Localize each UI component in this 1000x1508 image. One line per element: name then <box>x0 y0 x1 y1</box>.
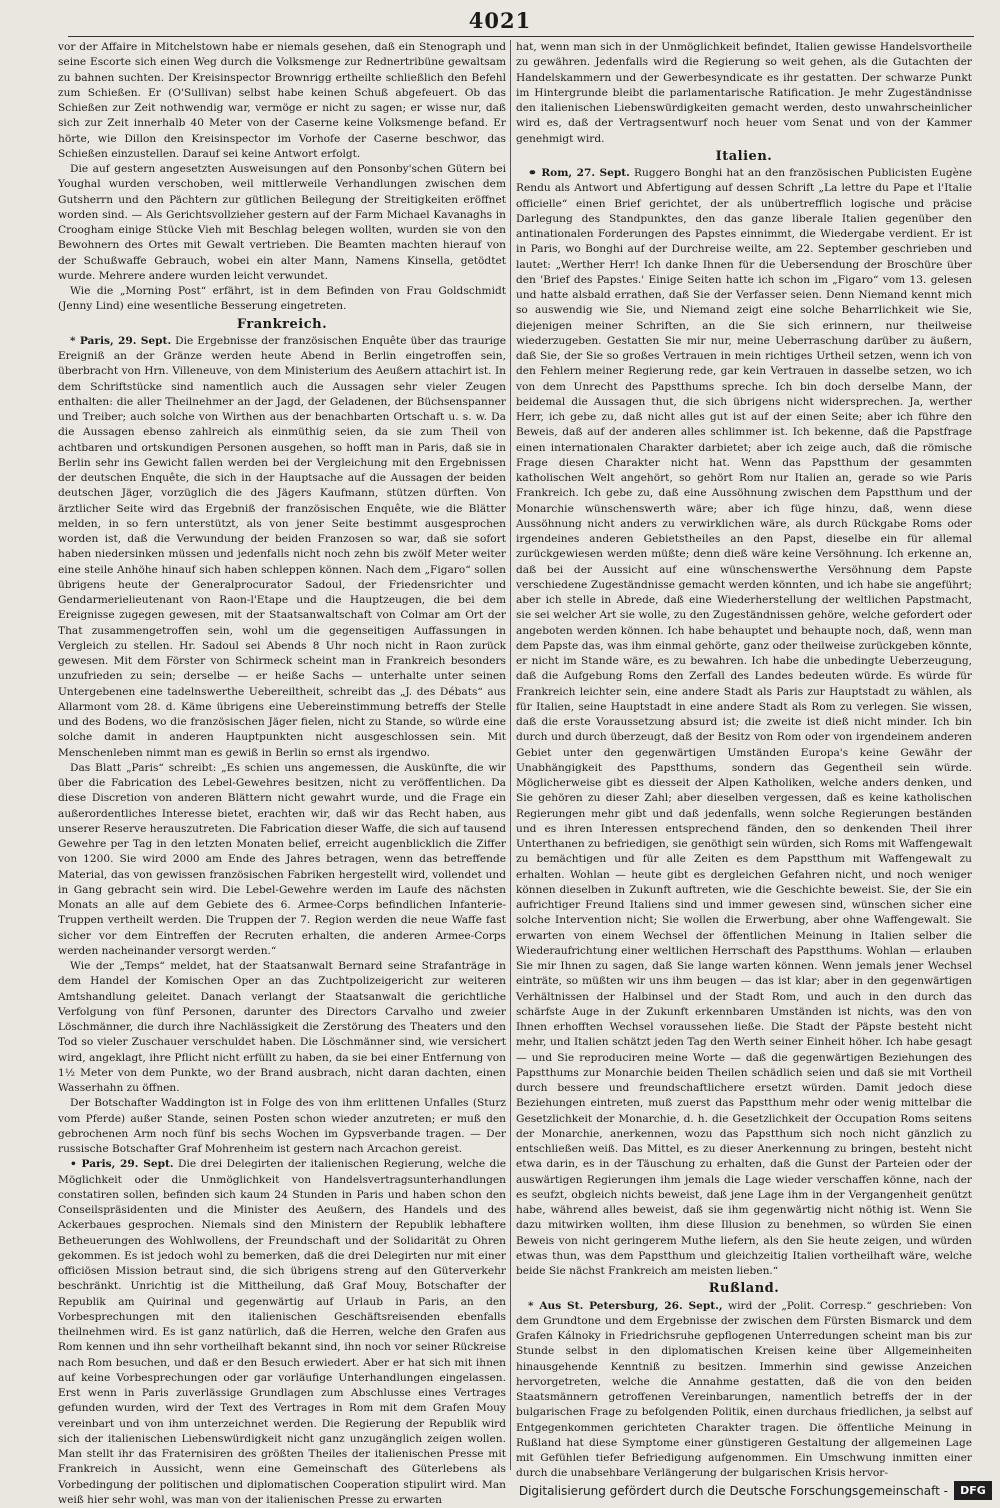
right-column <box>516 40 973 1480</box>
paragraph <box>58 334 506 761</box>
left-column <box>58 40 507 1506</box>
page-number: 4021 <box>468 8 532 33</box>
dateline: ⚭ Rom, 27. Sept. <box>528 167 630 179</box>
header-rule <box>68 36 974 37</box>
paragraph-text: wird der „Polit. Corresp.“ geschrieben: Von dem Grundtone und dem Ergebnisse der zwischen dem Fürsten Bismarck und dem Grafen Kálnoky in Friedrichsruhe gepflogenen Unterredungen scheint man bis zur Stunde selbst in den diplomatischen Kreisen keine über Allgemeinheiten hinausgehende Kenntniß zu besitzen. Immerhin sind gewisse Anzeichen hervorgetreten, welche die Annahme gestatten, daß die von den beiden Staatsmännern getroffenen Vereinbarungen, namentlich betreffs der in der bulgarischen Frage zu befolgenden Politik, einen durchaus friedlichen, ja selbst auf Entgegenkommen gerichteten Charakter tragen. Die öffentliche Meinung in Rußland hat diese Symptome einer günstigeren Gestaltung der allgemeinen Lage mit Gefühlen tiefer Befriedigung aufgenommen. Ein Umschwung inmitten einer durch die unabsehbare Verlängerung der bulgarischen Krisis hervor- <box>516 1299 973 1480</box>
footer <box>0 1478 1000 1506</box>
dfg-logo: DFG <box>954 1481 992 1500</box>
dateline: • Paris, 29. Sept. <box>70 1158 174 1171</box>
digitization-credit: Digitalisierung gefördert durch die Deutsche Forschungsgemeinschaft - <box>518 1484 948 1498</box>
paragraph: vor der Affaire in Mitchelstown habe er niemals gesehen, daß ein Stenograph und seine Escorte sich einen Weg durch die Volksmenge zur Rednertribüne gewaltsam zu bahnen suchten. Der Kreisinspector Brownrigg ertheilte schließlich den Befehl zum Schießen. Er (O'Sullivan) selbst habe keinen Schuß abgefeuert. Ob das Schießen zur Zeit nothwendig war, vermöge er nicht zu sagen; er wisse nur, daß sich zur Zeit innerhalb 40 Meter von der Caserne keine Volksmenge befand. Er hörte, wie Dillon den Kreisinspector im Vorhofe der Caserne beschwor, das Schießen einzustellen. Darauf sei keine Antwort erfolgt. <box>58 41 506 160</box>
paragraph: Der Botschafter Waddington ist in Folge des von ihm erlittenen Unfalles (Sturz vom Pferde) außer Stande, seinen Posten schon wieder anzutreten; er muß den gebrochenen Arm noch fünf bis sechs Wochen im Gypsverbande tragen. — Der russische Botschafter Graf Mohrenheim ist gestern nach Arcachon gereist. <box>58 1097 506 1155</box>
paragraph: hat, wenn man sich in der Unmöglichkeit befindet, Italien gewisse Handelsvortheile zu gewähren. Jedenfalls wird die Regierung so weit gehen, als die Gutachten der Handelskammern und der Gewerbesyndicate es ihr gestatten. Der schwarze Punkt im Hintergrunde bleibt die parlamentarische Ratification. Je mehr Zugeständnisse den italienischen Liebenswürdigkeiten gemacht werden, desto unwahrscheinlicher wird es, daß der Vertragsentwurf noch heuer vom Senat und von der Kammer genehmigt wird. <box>516 41 972 145</box>
paragraph-text: Die Ergebnisse der französischen Enquête über das traurige Ereigniß an der Gränze werden heute Abend in Berlin eingetroffen sein, überbracht von Hrn. Villeneuve, von dem Ministerium des Aeußern attachirt ist. In dem Schriftstücke sind namentlich auch die Aussagen sehr vieler Zeugen enthalten: die aller Theilnehmer an der Jagd, der Geladenen, der Büchsenspanner und Treiber; auch solche von Wirthen aus der benachbarten Ortschaft u. s. w. Da die Aussagen ebenso zahlreich als einmüthig seien, da sie zum Theil von achtbaren und ortskundigen Personen ausgehen, so hofft man in Paris, daß sie in Berlin sehr ins Gewicht fallen werden bei der Vergleichung mit den Ergebnissen der deutschen Enquête, die sich in der Hauptsache auf die Aussagen der beiden deutschen Jäger, vorzüglich die des Jägers Kaufmann, stützen dürften. Von ärztlicher Seite wird das Ergebniß der französischen Enquête, wie die Blätter melden, in so fern unterstützt, als von jener Seite bestimmt ausgesprochen worden ist, daß die Verwundung der beiden Franzosen so war, daß sie sofort haben niedersinken müssen und jedenfalls nicht noch zehn bis zwölf Meter weiter eine steile Anhöhe hinauf sich haben schleppen können. Nach dem „Figaro“ sollen übrigens heute der Generalprocurator Sadoul, der Friedensrichter und Gendarmerielieutenant von Raon-l'Etape und die Hauptzeugen, die bei dem Ereignisse zugegen gewesen, mit der Staatsanwaltschaft von Colmar am Ort der That zusammengetroffen sein, wohl um die gegenseitigen Auffassungen in Vergleich zu stellen. Hr. Sadoul sei Abends 8 Uhr noch nicht in Raon zurück gewesen. Mit dem Förster von Schirmeck scheint man in Frankreich besonders unzufrieden zu sein; derselbe — er heiße Sachs — unterhalte unter seinen Untergebenen eine tadelnswerthe Uebereiltheit, schreibt das „J. des Débats“ aus Allarmont vom 28. d. Käme übrigens eine Uebereinstimmung betreffs der Stelle und des Bodens, wo die französischen Jäger fielen, nicht zu Stande, so würde eine solche damit in anderen Hauptpunkten nicht ausgeschlossen sein. Mit Menschenleben nimmt man es gewiß in Berlin so ernst als irgendwo. <box>58 334 507 759</box>
paragraph: Das Blatt „Paris“ schreibt: „Es schien uns angemessen, die Auskünfte, die wir über die Fabrication des Lebel-Gewehres besitzen, nicht zu veröffentlichen. Da diese Discretion von anderen Blättern nicht gewahrt wurde, und die Frage ein außerordentliches Interesse bietet, erachten wir, daß wir das Recht haben, aus unserer Reserve herauszutreten. Die Fabrication dieser Waffe, die sich auf tausend Gewehre per Tag in den letzten Monaten belief, erreicht augenblicklich die Ziffer von 1200. Sie wird 2000 am Ende des Jahres betragen, wenn das betreffende Material, das von gewissen französischen Fabriken hergestellt wird, vollendet und in Gang gebracht sein wird. Die Lebel-Gewehre werden im Laufe des nächsten Monats an alle auf dem Gebiete des 6. Armee-Corps befindlichen Infanterie-Truppen vertheilt werden. Die Truppen der 7. Region werden die neue Waffe fast sicher vor dem Eintreffen der Recruten erhalten, die anderen Armee-Corps werden nacheinander versorgt werden.“ <box>58 761 507 957</box>
paragraph: Wie die „Morning Post“ erfährt, ist in dem Befinden von Frau Goldschmidt (Jenny Lind) eine wesentliche Besserung eingetreten. <box>58 285 506 313</box>
dateline: * Aus St. Petersburg, 26. Sept., <box>528 1299 723 1312</box>
paragraph <box>516 166 972 1279</box>
paragraph <box>516 1299 972 1482</box>
section-heading-italien: Italien. <box>715 148 773 164</box>
paragraph-text: Ruggero Bonghi hat an den französischen Publicisten Eugène Rendu als Antwort und Abfertigung auf dessen Schrift „La lettre du Pape et l'Italie officielle“ einen Brief gerichtet, der als unübertrefflich logische und präcise Darlegung des Standpunktes, den das ganze liberale Italien gegenüber den antinationalen Forderungen des Papstes einnimmt, die Wiedergabe verdient. Er ist in Paris, wo Bonghi auf der Durchreise weilte, am 22. September geschrieben und lautet: „Werther Herr! Ich danke Ihnen für die Uebersendung der Broschüre über den 'Brief des Papstes.' Einige Seiten hatte ich schon im „Figaro“ vom 13. gelesen und hatte alsbald errathen, daß Sie der Verfasser seien. Denn Niemand kennt mich so auswendig wie Sie, und Niemand zeigt eine solche Beharrlichkeit wie Sie, diejenigen meiner Schriften, an die Sie sich erinnern, nur theilweise wiederzugeben. Gestatten Sie mir nur, meine Ueberraschung darüber zu äußern, daß Sie, der Sie so großes Vertrauen in mein richtiges Urtheil setzen, wenn ich von den Fehlern meiner Regierung rede, gar kein Vertrauen in dasselbe setzen, wo ich von dem Unrecht des Papstthums spreche. Ich bin doch derselbe Mann, der beidemal die Aussagen thut, die sich übrigens nicht widersprechen. Ja, werther Herr, ich gebe zu, daß nicht alles gut ist auf der einen Seite; aber ich führe den Beweis, daß auf der anderen alles schlimmer ist. Ich bekenne, daß die Papstfrage einen internationalen Charakter darbietet; aber ich zeige auch, daß die römische Frage diesen Charakter nicht hat. Wenn das Papstthum der gesammten katholischen Welt angehört, so gehört Rom nur Italien an, gerade so wie Paris Frankreich. Ich gebe zu, daß eine Aussöhnung zwischen dem Papstthum und der Monarchie wünschenswerth wäre; aber ich füge hinzu, daß, wenn diese Aussöhnung nicht anders zu verwirklichen wäre, als durch Rückgabe Roms oder irgendeines anderen Gebietstheiles an den Papst, dieselbe ein für allemal zurückgewiesen werden müßte; denn dieß wäre keine Versöhnung. Ich erkenne an, daß bei der Aussicht auf eine wünschenswerthe Versöhnung dem Papste verschiedene Zugeständnisse gemacht werden könnten, und ich habe sie angeführt; aber ich stelle in Abrede, daß eine Wiederherstellung der weltlichen Papstmacht, sie sei welcher Art sie wolle, zu den Zugeständnissen gehöre, welche gefordert oder angeboten werden können. Ich habe behauptet und behaupte noch, daß, wenn man dem Papste das, was ihm einmal gehörte, ganz oder theilweise zurückgeben könnte, er nicht im Stande wäre, es zu bewahren. Ich habe die unbedingte Ueberzeugung, daß die Aufgebung Roms den Zerfall des Landes bedeuten würde. Es würde für Frankreich leichter sein, eine andere Stadt als Paris zur Hauptstadt zu wählen, als für Italien, seine Hauptstadt in eine andere Stadt als Rom zu verlegen. Sie wissen, daß die erste Voraussetzung absurd ist; die zweite ist dieß nicht minder. Ich bin durch und durch überzeugt, daß der Besitz von Rom oder von irgendeinem anderen Gebiet unter den gegenwärtigen Umständen Europa's keine Gewähr der Unabhängigkeit des Papstthums, sondern das Gegentheil sein würde. Möglicherweise gibt es diesseit der Alpen Katholiken, welche anders denken, und Sie gehören zu dieser Zahl; aber dieselben vergessen, daß es keine katholischen Regierungen mehr gibt und daß jedenfalls, wenn solche Regierungen beständen und es ihren Interessen entsprechend fänden, den so denkenden Theil ihrer Unterthanen zu befriedigen, sie genöthigt sein würden, sich Roms mit Waffengewalt zu bemächtigen und für alle Zeiten es dem Papstthum mit Waffengewalt zu erhalten. Wohlan — heute gibt es dergleichen Gefahren nicht, und noch weniger können dieselben in Zukunft auftreten, wie die Geschichte beweist. Sie, der Sie ein aufrichtiger Freund Italiens sind und immer gewesen sind, wünschen sicher eine solche Intervention nicht; Sie wollen die Erwerbung, aber ohne Waffengewalt. Sie erwarten von einem Wechsel der öffentlichen Meinung in Italien selber die Wiederaufrichtung einer weltlichen Herrschaft des Papstthums. Wohlan — erlauben Sie mir Ihnen zu sagen, daß Sie lange warten können. Wenn jemals jener Wechsel einträte, so müßten wir uns ihm beugen — das ist klar; aber in den gegenwärtigen Verhältnissen der Halbinsel und der Stadt Rom, und auch in den durch das schärfste Auge in der Zukunft erkennbaren Umständen ist nichts, was den von Ihnen erhofften Wechsel voraussehen ließe. Die Stadt der Päpste besteht nicht mehr, und Italien schätzt jeden Tag den Werth seiner Einheit höher. Ich habe gesagt — und Sie reproduciren meine Worte — daß die gegenwärtigen Beziehungen des Papstthums zur Monarchie beiden Theilen schädlich seien und daß sie mit Vortheil durch bessere und freundschaftlichere ersetzt würden. Damit jedoch diese Beziehungen eintreten, muß zuerst das Papstthum mehr oder wenig mittelbar die Gesetzlichkeit der Monarchie, d. h. die Gesetzlichkeit der Occupation Roms seitens der Monarchie, anerkennen, wozu das Papstthum sich noch nicht gänzlich zu entschließen weiß. Das Mittel, es zu dieser Anerkennung zu bringen, besteht nicht etwa darin, es in der Täuschung zu erhalten, daß die Gunst der Parteien oder der auswärtigen Regierungen ihm jemals die Lage wieder verschaffen könne, nach der es seufzt, obgleich nichts beweist, daß jene Lage ihm in der Vergangenheit genützt habe, während alles beweist, daß sie ihm gegenwärtig nicht nöthig ist. Wenn Sie dazu mitwirken wollten, ihm diese Illusion zu benehmen, so würden Sie einen Beweis von nicht geringerem Muthe liefern, als den Sie heute zeigen, und würden etwas thun, was dem Papstthum und gleichzeitig Italien vortheilhaft wäre, welche beide Sie nächst Frankreich am meisten lieben.“ <box>516 167 972 1277</box>
paragraph: Die auf gestern angesetzten Ausweisungen auf den Ponsonby'schen Gütern bei Youghal wurden verschoben, weil mittlerweile Verhandlungen zwischen dem Gutsherrn und den Pächtern zur gütlichen Beilegung der Streitigkeiten eröffnet worden sind. — Als Gerichtsvollzieher gestern auf der Farm Michael Kavanaghs in Croogham einige Stücke Vieh mit Beschlag belegen wollten, wurden sie von den Bewohnern des Ortes mit Gewalt vertrieben. Die Beamten machten hierauf von der Schußwaffe Gebrauch, wobei ein alter Mann, Namens Kinsella, getödtet wurde. Mehrere andere wurden leicht verwundet. <box>58 163 506 282</box>
section-heading-frankreich: Frankreich. <box>236 316 328 332</box>
column-divider <box>510 40 511 1470</box>
dateline: * Paris, 29. Sept. <box>70 334 172 347</box>
paragraph-text: Die drei Delegirten der italienischen Regierung, welche die Möglichkeit oder die Unmöglichkeit von Handelsvertragsunterhandlungen constatiren sollen, befinden sich kaum 24 Stunden in Paris und haben schon den Conseilspräsidenten und die Minister des Aeußern, des Handels und des Ackerbaues gesprochen. Niemals sind den Ministern der Republik lebhaftere Betheuerungen des Wohlwollens, der Freundschaft und der Solidarität zu Ohren gekommen. Es ist jedoch wohl zu bemerken, daß die drei Delegirten nur mit einer officiösen Mission betraut sind, die sich übrigens streng auf den Güterverkehr beschränkt. Unrichtig ist die Mittheilung, daß Graf Mouy, Botschafter der Republik am Quirinal und gegenwärtig auf Urlaub in Paris, an den Vorbesprechungen mit den italienischen Geschäftsreisenden ebenfalls theilnehmen wird. Es ist ganz natürlich, daß die Herren, welche den Grafen aus Rom kennen und ihn sehr vortheilhaft bekannt sind, ihn noch vor seiner Rückreise nach Rom besuchen, und daß er den Besuch erwiedert. Aber er hat sich mit ihnen auf keine Vorbesprechungen oder gar vorläufige Unterhandlungen eingelassen. Erst wenn in Paris zuverlässige Grundlagen zum Abschlusse eines Vertrages gefunden wurden, wird der Text des Vertrages in Rom mit dem Grafen Mouy vereinbart und von ihm unterzeichnet werden. Die Regierung der Republik wird sich der italienischen Liebenswürdigkeit nicht ganz unzugänglich zeigen wollen. Man stellt ihr das Fraternisiren des größten Theiles der italienischen Presse mit Frankreich in Aussicht, wenn eine Gemeinschaft des Güterlebens als Vorbedingung der politischen und diplomatischen Cooperation stipulirt wird. Man weiß hier sehr wohl, was man von der italienischen Presse zu erwarten <box>58 1158 506 1506</box>
paragraph: Wie der „Temps“ meldet, hat der Staatsanwalt Bernard seine Strafanträge in dem Handel der Komischen Oper an das Zuchtpolizeigericht zur weiteren Amtshandlung geleitet. Danach verlangt der Staatsanwalt die gerichtliche Verfolgung von fünf Personen, darunter des Directors Carvalho und zweier Löschmänner, die durch ihre Nachlässigkeit die Zerstörung des Theaters und den Tod so vieler Zuschauer verschuldet haben. Die Löschmänner sind, wie versichert wird, angeklagt, ihre Pflicht nicht erfüllt zu haben, da sie bei einer Entfernung von 1½ Meter von dem Punkte, wo der Brand ausbrach, nicht daran dachten, einen Wasserhahn zu öffnen. <box>58 960 506 1094</box>
paragraph <box>58 1157 506 1508</box>
section-heading-russland: Rußland. <box>708 1281 780 1297</box>
